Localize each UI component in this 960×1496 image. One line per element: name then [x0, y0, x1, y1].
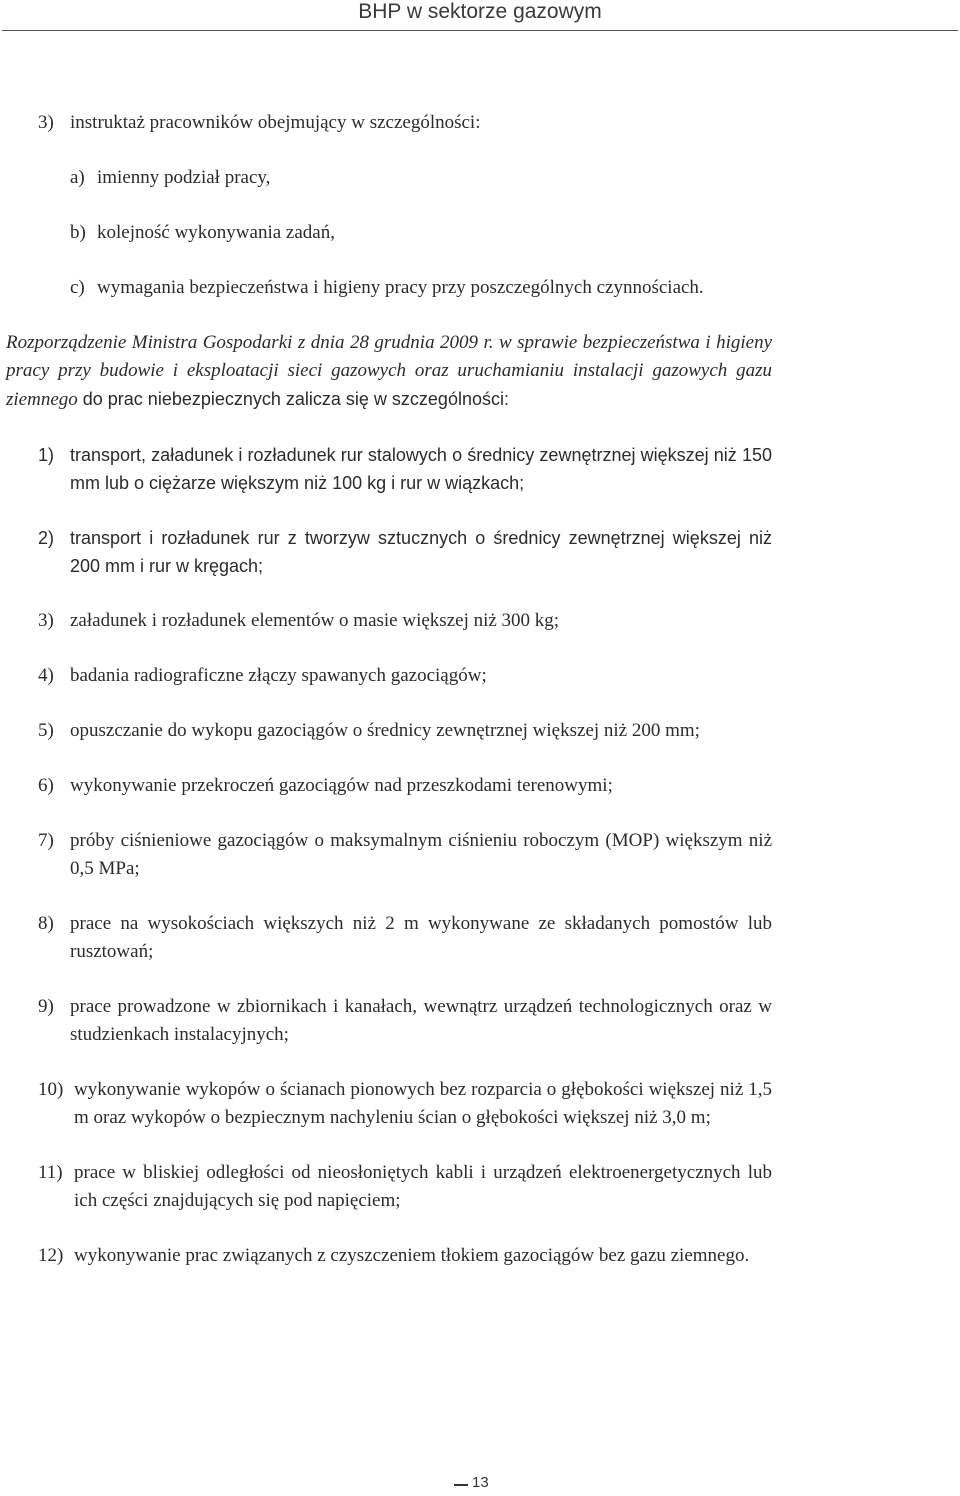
list-number: 9) [38, 996, 54, 1017]
list-item-7 [6, 827, 772, 883]
page-number: 13 [472, 1474, 489, 1491]
list-text: próby ciśnieniowe gazociągów o maksymalnym ciśnieniu roboczym (MOP) większym niż 0,5 MPa; [70, 830, 772, 879]
sub-text: wymagania bezpieczeństwa i higieny pracy przy poszczególnych czynnościach. [97, 277, 704, 298]
list-text: załadunek i rozładunek elementów o masie większej niż 300 kg; [70, 610, 560, 631]
list-number: 5) [38, 720, 54, 741]
list-item-9 [6, 993, 772, 1049]
list-text: badania radiograficzne złączy spawanych gazociągów; [70, 665, 487, 686]
list-item-10 [6, 1076, 772, 1132]
list-item-11 [6, 1159, 772, 1215]
regulation-paragraph [6, 329, 772, 414]
list-item-5 [6, 717, 772, 745]
list-text: prace prowadzone w zbiornikach i kanałach, wewnątrz urządzeń technologicznych oraz w studzienkach instalacyjnych; [70, 996, 772, 1045]
header-title: BHP w sektorze gazowym [358, 0, 602, 23]
list-number: 10) [38, 1079, 64, 1100]
list-item-6 [6, 772, 772, 800]
list-text: wykonywanie prac związanych z czyszczeniem tłokiem gazociągów bez gazu ziemnego. [74, 1245, 750, 1266]
list-text: wykonywanie wykopów o ścianach pionowych bez rozparcia o głębokości większej niż 1,5 m oraz wykopów o bezpiecznym nachyleniu ścian o głębokości większej niż 3,0 m; [74, 1079, 772, 1128]
list-text: wykonywanie przekroczeń gazociągów nad przeszkodami terenowymi; [70, 775, 613, 796]
list-item-1 [6, 441, 772, 497]
list-number: 11) [38, 1162, 63, 1183]
sub-text: kolejność wykonywania zadań, [97, 222, 335, 243]
list-number: 2) [38, 528, 55, 548]
list-item-3 [6, 607, 772, 635]
list-number: 6) [38, 775, 54, 796]
list-text: prace w bliskiej odległości od nieosłoniętych kabli i urządzeń elektroenergetycznych lub ich części znajdujących się pod napięciem; [74, 1162, 772, 1211]
list-number: 8) [38, 913, 54, 934]
list-number: 7) [38, 830, 54, 851]
list-text: opuszczanie do wykopu gazociągów o średnicy zewnętrznej większej niż 200 mm; [70, 720, 700, 741]
list-number: 12) [38, 1245, 64, 1266]
sub-number: c) [70, 277, 85, 298]
list-text: instruktaż pracowników obejmujący w szczególności: [70, 112, 481, 133]
page-footer [0, 1474, 960, 1496]
list-number: 1) [38, 445, 55, 465]
sub-item-b [6, 219, 772, 247]
list-number: 3) [38, 610, 54, 631]
paragraph-rest: do prac niebezpiecznych zalicza się w szczególności: [77, 389, 509, 409]
sub-item-a [6, 164, 772, 192]
list-text: transport i rozładunek rur z tworzyw sztucznych o średnicy zewnętrznej większej niż 200 mm i rur w kręgach; [70, 528, 772, 576]
page-number-dash [454, 1484, 468, 1486]
sub-number: a) [70, 167, 85, 188]
sub-item-c [6, 274, 772, 302]
sub-number: b) [70, 222, 86, 243]
page-header [0, 0, 960, 31]
list-item-12 [6, 1242, 772, 1270]
list-text: transport, załadunek i rozładunek rur stalowych o średnicy zewnętrznej większej niż 150 mm lub o ciężarze większym niż 100 kg i rur w wiązkach; [70, 445, 772, 493]
list-item-8 [6, 910, 772, 966]
list-item-instruktaz [6, 109, 772, 137]
list-number: 4) [38, 665, 54, 686]
document-body [6, 109, 772, 1297]
sub-text: imienny podział pracy, [97, 167, 271, 188]
list-text: prace na wysokościach większych niż 2 m wykonywane ze składanych pomostów lub rusztowań; [70, 913, 772, 962]
regulation-title: Rozporządzenie Ministra Gospodarki z dnia 28 grudnia 2009 r. w sprawie bezpieczeństwa i higieny pracy przy budowie i eksploatacji sieci gazowych oraz uruchamianiu instalacji gazowych gazu ziemnego [6, 332, 772, 410]
header-rule [2, 30, 958, 31]
list-number: 3) [38, 112, 54, 133]
list-item-2 [6, 524, 772, 580]
list-item-4 [6, 662, 772, 690]
